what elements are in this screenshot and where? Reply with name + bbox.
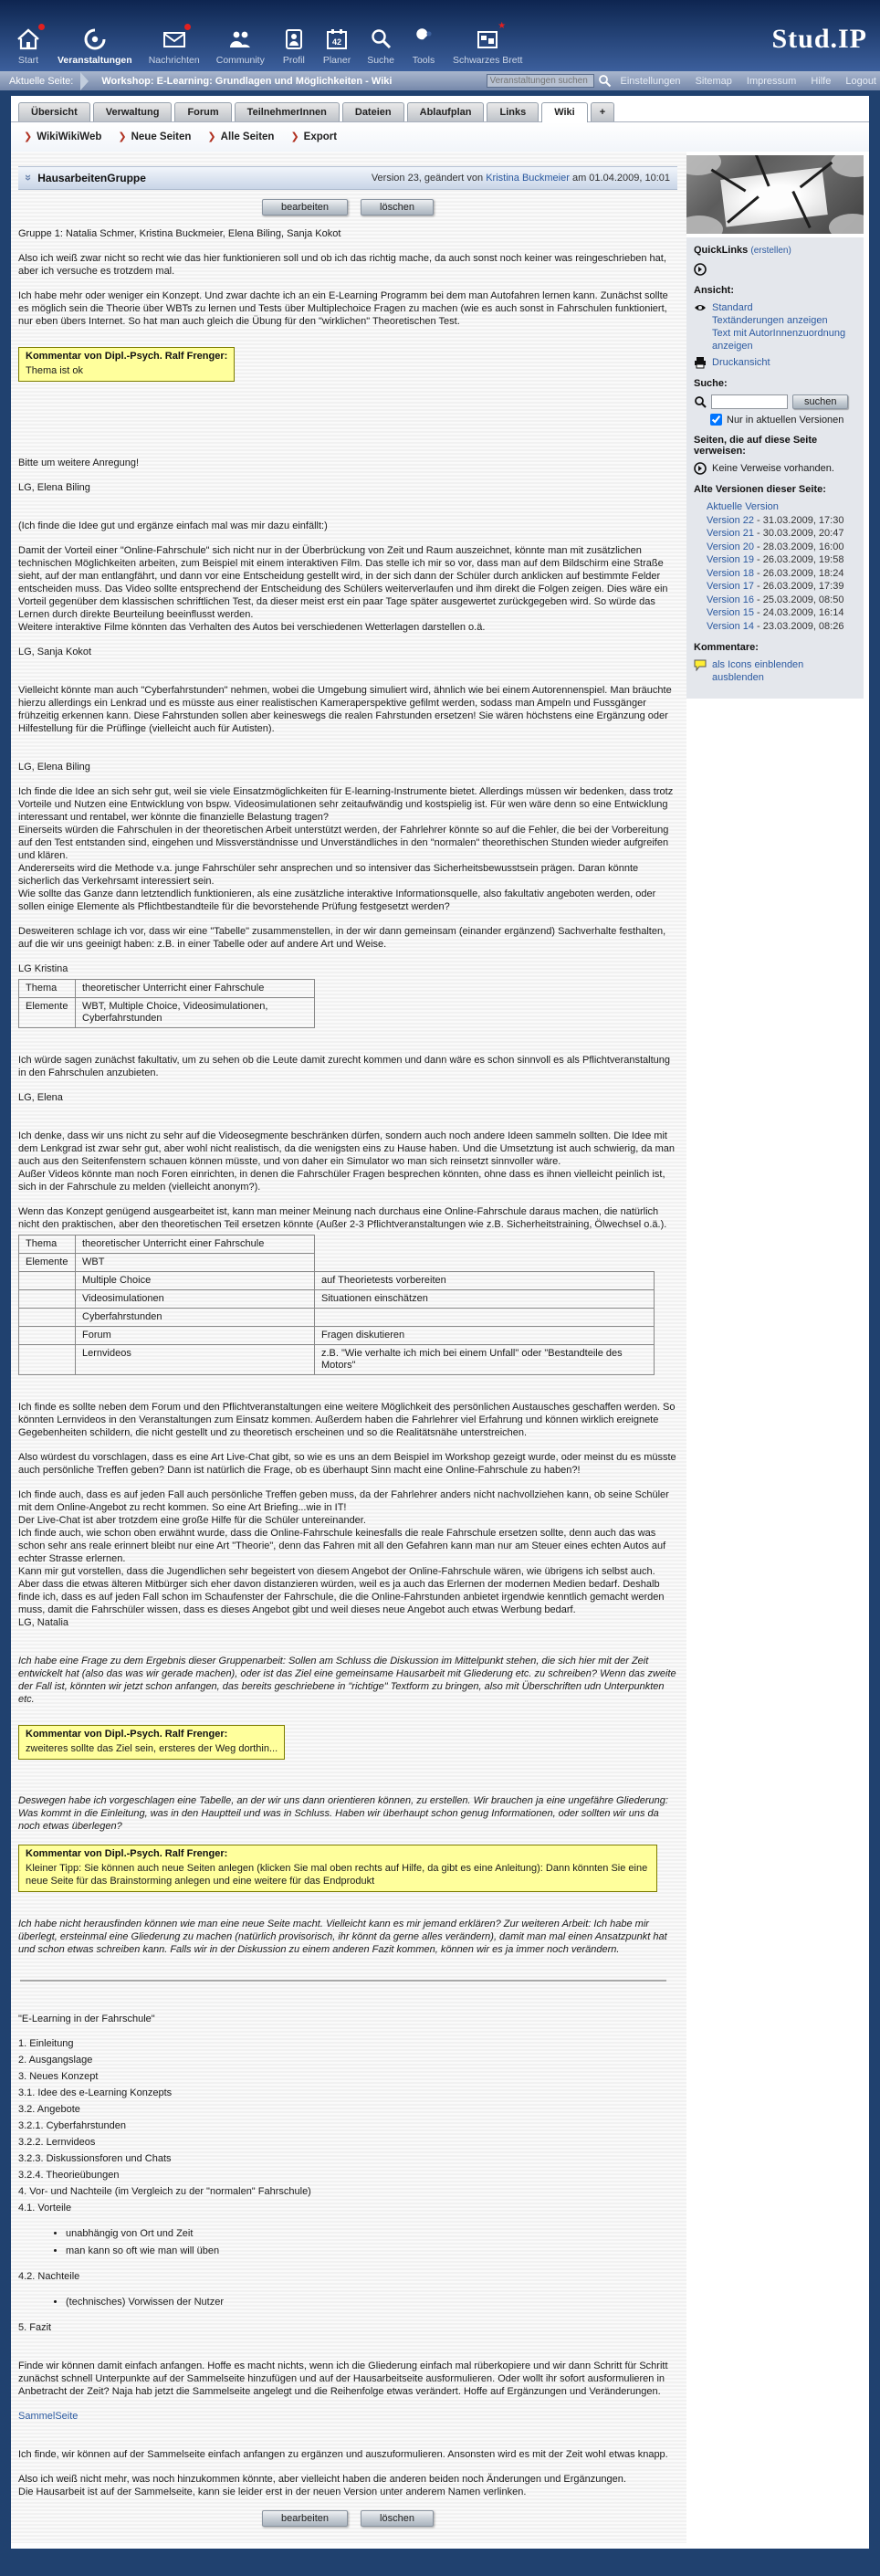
paragraph-italic: Ich habe eine Frage zu dem Ergebnis dieser Gruppenarbeit: Sollen am Schluss die Diskussion im Mittelpunkt stehen, die sich hier mit der Zeit entwickelt hat (also das was wir gerade machen), oder ist das Ziel eine gemeinsame Hausarbeit mit Gliederung etc. zu schreiben? Wenn das zweite der Fall ist, könnten wir jetzt schon anfangen, das bereits geschriebene in "richtige" Textform zu bringen, also mit Überschriften udn Unterpunkten etc.	[18, 1656, 676, 1705]
paragraph-quote-title: "E-Learning in der Fahrschule"	[18, 2013, 155, 2024]
view-icon	[694, 301, 707, 314]
nav-label: Planer	[322, 55, 351, 66]
printer-icon	[694, 356, 707, 369]
link-hilfe[interactable]: Hilfe	[811, 75, 832, 87]
version-link[interactable]: Aktuelle Version	[707, 501, 779, 512]
edit-button[interactable]: bearbeiten	[262, 2510, 348, 2527]
tab-links[interactable]: Links	[487, 102, 539, 121]
tab-wiki[interactable]: Wiki	[541, 102, 588, 122]
nav-label: Profil	[282, 55, 305, 66]
collapse-chevrons-icon[interactable]: »	[22, 173, 37, 182]
view-changes-link[interactable]: Textänderungen anzeigen	[712, 315, 828, 326]
version-item: Version 17 - 26.03.2009, 17:39	[707, 581, 844, 592]
version-item: Version 16 - 25.03.2009, 08:50	[707, 594, 844, 605]
table-row: Thema theoretischer Unterricht einer Fahrschule	[19, 1235, 655, 1254]
footer-bar	[0, 2549, 880, 2576]
breadcrumb-wikiwikiweb[interactable]: ❯ WikiWikiWeb	[24, 131, 102, 142]
wiki-search-button[interactable]: suchen	[792, 394, 848, 409]
tab-teilnehmerinnen[interactable]: TeilnehmerInnen	[235, 102, 340, 121]
nav-item-suche[interactable]	[361, 25, 401, 68]
link-impressum[interactable]: Impressum	[746, 75, 797, 87]
calendar-icon	[324, 26, 350, 52]
version-item	[707, 500, 856, 514]
notification-dot	[184, 24, 191, 30]
version-item: Version 22 - 31.03.2009, 17:30	[707, 514, 844, 526]
outline-list: 1. Einleitung 2. Ausgangslage 3. Neues Konzept 3.1. Idee des e-Learning Konzepts 3.2. Angebote 3.2.1. Cyberfahrstunden 3.2.2. Lernvideos 3.2.3. Diskussionsforen und Chats 3.2.4. Theorieübungen 4. Vor- und Nachteile (im Vergleich zu der "normalen" Fahrschule) 4.1. Vorteile	[18, 2038, 311, 2213]
content-panel	[11, 96, 869, 2549]
paragraph: 4.2. Nachteile	[18, 2271, 80, 2282]
comments-hide-link[interactable]: ausblenden	[712, 672, 764, 683]
paragraph: Also ich weiß zwar nicht so recht wie das hier funktionieren soll und ob ich das richtig mache, da auch sonst noch keiner was reingeschrieben hat, aber ich versuche es trotzdem mal.	[18, 253, 666, 277]
comment-body: zweiteres sollte das Ziel sein, ersteres der Weg dorthin...	[26, 1743, 278, 1754]
version-info: Version 23, geändert von Kristina Buckmeier am 01.04.2009, 10:01	[371, 173, 670, 184]
signature: LG, Elena Biling	[18, 482, 90, 493]
group-writing-photo	[686, 155, 864, 234]
link-sitemap[interactable]: Sitemap	[695, 75, 732, 87]
chevron-icon: ❯	[118, 131, 127, 142]
goto-icon	[694, 462, 707, 475]
quicklinks-heading: QuickLinks (erstellen)	[694, 245, 791, 256]
edit-button[interactable]: bearbeiten	[262, 199, 348, 216]
table-row: Videosimulationen Situationen einschätzen	[19, 1290, 655, 1309]
divider	[20, 1980, 666, 1982]
courses-icon	[82, 26, 108, 52]
tools-icon	[411, 26, 436, 52]
paragraph-multiline: Ich finde die Idee an sich sehr gut, weil sie viele Einsatzmöglichkeiten für E-learning-Instrumente bietet. Allerdings müssen wir bedenken, dass trotz Vorteile und Nutzen eine Entwicklung von bspw. Videosimulationen sehr zeitaufwändig und kostspielig ist. Für wen wäre denn so eine Entwicklung interessant und rentabel, wer könnte die finanzielle Belastung tragen? Einerseits würden die Fahrschulen in der theoretischen Arbeit unterstützt werden, der Fahrlehrer könnte so auf die Fehler, die bei der Vorbereitung auf den Test entstanden sind, eingehen und Missverständnisse und Unverständliches in den "normalen" theorethischen Stunden wieder aufgreifen und klären. Andererseits wird die Methode v.a. junge Fahrschüler sehr ansprechen und so intensiver das Sicherheitsbewusstsein prägen. Daran könnte sicherlich das Verkehrsamt interessiert sein. Wie sollte das Ganze dann letztendlich funktionieren, als eine zusätzliche interaktive Informationsquelle, also fakultativ angeboten werden, oder sollen einige Elemente als Pflichtbestandteile für die bevorstehende Prüfung festgesetzt werden?	[18, 786, 674, 912]
version-item: Version 19 - 26.03.2009, 19:58	[707, 554, 844, 565]
nav-item-start[interactable]	[9, 25, 47, 68]
paragraph-multiline: Also ich weiß nicht mehr, was noch hinzukommen könnte, aber vielleicht haben die anderen beiden noch Änderungen und Ergänzungen. Die Hausarbeit ist auf der Sammelseite, kann sie leider erst in der neuen Version unter anderem Namen verlinken.	[18, 2474, 626, 2497]
version-link[interactable]: Version 18	[707, 567, 754, 579]
comment-box	[18, 347, 235, 382]
top-action-buttons	[18, 199, 677, 216]
nav-item-veranstaltungen[interactable]	[51, 25, 139, 68]
version-item: Version 20 - 28.03.2009, 16:00	[707, 541, 844, 552]
author-link[interactable]: Kristina Buckmeier	[486, 173, 570, 184]
home-icon	[16, 26, 41, 52]
paragraph-multiline: Ich finde auch, dass es auf jeden Fall auch persönliche Treffen geben muss, da der Fahrlehrer anders nicht nachvollziehen kann, ob seine Schüler mit dem Online-Angebot zu recht kommen. So eine Art Briefing...wie in IT! Der Live-Chat ist aber trotzdem eine große Hilfe für die Schüler untereinander. Ich finde auch, wie schon oben erwähnt wurde, dass die Online-Fahrschule keinesfalls die reale Fahrschule ersetzen sollte, denn auch das was schon sehr ans reale erinnert bleibt nur eine Art "Theorie", denn das Fahren mit all den Gefahren kann man nur am Steuer eines echten Autos auf echter Strasse erlernen. Kann mir gut vorstellen, dass die Jugendlichen sehr begeistert von diesem Angebot der Online-Fahrschule wären, wie übrigens ich selbst auch. Aber dass die etwas älteren Mitbürger sich eher davon distanzieren würden, weil es ja auch das Erlernen der modernen Medien bedarf. Deshalb finde ich, dass es auf jeden Fall schon im Schaufenster der Fahrschule, die die Online-Fahrstunden anbietet irgendwie kenntlich gemacht werden muss, damit die Fahrschüler wissen, dass es dieses Angebot gibt und weil dieses neue Angebot auch etwas Werbung bedarf. LG, Natalia	[18, 1489, 669, 1628]
vorteile-bullets: • unabhängig von Ort und Zeit • man kann so oft wie man will üben	[66, 2227, 677, 2257]
nav-label: Start	[17, 55, 39, 66]
chevron-icon: ❯	[207, 131, 216, 142]
paragraph-multiline: Damit der Vorteil einer "Online-Fahrschule" sich nicht nur in der Überbrückung von Zeit und Raum auszeichnet, könnte man mit zusätzlichen technischen Möglichkeiten arbeiten, zum Beispiel mit einem interaktiven Film. Das stelle ich mir so vor, dass man auf dem Bildschirm eine Straße sieht, auf der man entlangfährt, und dann vor eine Entscheidung gestellt wird, in der sich dann der Schüler durch anklicken auf bestimmte Felder entscheiden muss. Das Video sollte entsprechend der Entscheidung des Schülers weiterverlaufen und ihm direkt die Folgen zeigen. Dies wäre ein Vorteil gegenüber dem klassischen schriftlichen Test, da dieser meist erst ein paar Tage später ausgewertet zurückgegeben wird. So würde das Lernen durch direkte Beurteilung beeinflusst werden. Weitere interaktive Filme könnten das Verhalten des Autos bei verschiedenen Wetterlagen darstellen o.ä.	[18, 545, 668, 633]
breadcrumb-export[interactable]: ❯ Export	[290, 131, 338, 142]
version-link[interactable]: Version 21	[707, 528, 754, 539]
table-row: Forum Fragen diskutieren	[19, 1327, 655, 1345]
tab-uebersicht[interactable]: Übersicht	[18, 102, 90, 121]
chevron-icon: ❯	[24, 131, 33, 142]
paragraph: Also würdest du vorschlagen, dass es eine Art Live-Chat gibt, so wie es uns an dem Beispiel im Workshop gezeigt wurde, oder meinst du es müsste auch persönliche Treffen geben? Dann ist natürlich die Frage, ob es überhaupt Sinn macht eine Online-Fahrschule zu haben?!	[18, 1452, 676, 1476]
quicklinks-create-link[interactable]: (erstellen)	[750, 246, 791, 256]
community-icon	[227, 26, 253, 52]
paragraph-multiline: Ich denke, dass wir uns nicht zu sehr auf die Videosegmente beschränken dürfen, sondern auch noch andere Ideen sammeln sollten. Die Idee mit dem Lenkgrad ist zwar sehr gut, aber wohl nicht realistisch, da die wenigsten eins zu Hause haben. Und die Umsetztung ist auch schwierig, da man auch aus den Seitenfenstern schauen können müsste, und von daher ein Simulator wo man sich reinsetzt sinnvoller wäre. Außer Videos könnte man noch Foren einrichten, in denen die Fahrschüler Fragen besprechen könnten, ohne dass es ihnen vielleicht peinlich ist, sich in der Fahrschule zu melden (vielleicht anonym?).	[18, 1130, 676, 1193]
version-item: Version 18 - 26.03.2009, 18:24	[707, 567, 844, 579]
ansicht-heading: Ansicht:	[694, 285, 734, 296]
version-list	[707, 500, 856, 633]
comments-show-link[interactable]: als Icons einblenden	[712, 659, 804, 670]
version-item: Version 21 - 30.03.2009, 20:47	[707, 528, 844, 539]
tab-ablaufplan[interactable]: Ablaufplan	[407, 102, 485, 121]
signature: LG, Elena Biling	[18, 762, 90, 773]
paragraph: Bitte um weitere Anregung!	[18, 457, 140, 468]
bottom-action-buttons	[18, 2510, 677, 2527]
current-page-title: Workshop: E-Learning: Grundlagen und Möglichkeiten - Wiki	[101, 75, 393, 87]
version-item: Version 15 - 24.03.2009, 16:14	[707, 607, 844, 618]
tab-forum[interactable]: Forum	[174, 102, 231, 121]
nav-item-planer[interactable]	[317, 25, 357, 68]
paragraph: Vielleicht könnte man auch "Cyberfahrstunden" nehmen, wobei die Umgebung simuliert wird, ähnlich wie bei einem Autorennenspiel. Man bräuchte hierzu allerdings ein Lenkrad und es müsste aus einer realistischen Kameraperspektive gefilmt werden, sodass man Ampeln und Fussgänger frühzeitig erkennen kann. Diese Fahrstunden sollen aber keineswegs die realen Fahrstunden ersetzen! Sie wären höchstens eine Ergänzung oder Hilfestellung für die Prüflinge (vielleicht auch für Autisten).	[18, 685, 672, 734]
table-row: Multiple Choice auf Theorietests vorbereiten	[19, 1272, 655, 1290]
topic-table	[18, 979, 315, 1028]
search-icon	[368, 26, 393, 52]
version-item: Version 14 - 23.03.2009, 08:26	[707, 620, 844, 632]
comment-body: Thema ist ok	[26, 365, 83, 376]
signature: LG Kristina	[18, 963, 68, 974]
version-link[interactable]: Version 15	[707, 607, 754, 618]
tab-verwaltung[interactable]: Verwaltung	[93, 102, 173, 121]
comment-header: Kommentar von Dipl.-Psych. Ralf Frenger:	[26, 1848, 228, 1859]
breadcrumb-alle-seiten[interactable]: ❯ Alle Seiten	[207, 131, 275, 142]
goto-icon[interactable]	[694, 263, 707, 276]
comment-header: Kommentar von Dipl.-Psych. Ralf Frenger:	[26, 1729, 228, 1740]
no-references-text: Keine Verweise vorhanden.	[712, 463, 834, 474]
search-icon	[694, 395, 707, 408]
paragraph: Ich finde, wir können auf der Sammelseite einfach anfangen zu ergänzen und auszuformulieren. Ansonsten wird es mit der Zeit wohl etwas knapp.	[18, 2449, 668, 2460]
versions-heading: Alte Versionen dieser Seite:	[694, 484, 826, 495]
notification-star: ★	[498, 21, 507, 31]
delete-button[interactable]: löschen	[361, 199, 434, 216]
profile-icon	[281, 26, 307, 52]
comment-box	[18, 1725, 285, 1760]
nav-label: Nachrichten	[148, 55, 200, 66]
paragraph: Finde wir können damit einfach anfangen. Hoffe es macht nichts, wenn ich die Gliederung einfach mal rüberkopiere und wir dann Schritt für Schritt zunächst schnell Unterpunkte auf der Sammelseite hinzufügen und auf der Hausarbeitseite ausformulieren. Oder wollt ihr sofort ausformulieren in Anbetracht der Zeit? Naja hab jetzt die Sammelseite angelegt und die Reihenfolge etwas verändert. Hoffe auf Ergänzungen und Veränderungen.	[18, 2360, 668, 2397]
studip-logo: Stud.IP	[771, 24, 867, 54]
comment-header: Kommentar von Dipl.-Psych. Ralf Frenger:	[26, 351, 228, 362]
paragraph-group: Gruppe 1: Natalia Schmer, Kristina Buckmeier, Elena Biling, Sanja Kokot	[18, 228, 341, 239]
current-versions-checkbox[interactable]	[710, 414, 722, 426]
search-icon[interactable]	[598, 74, 612, 88]
sammelseite-link[interactable]: SammelSeite	[18, 2411, 79, 2422]
wiki-sidebar	[686, 152, 869, 699]
link-einstellungen[interactable]: Einstellungen	[620, 75, 681, 87]
breadcrumb-neue-seiten[interactable]: ❯ Neue Seiten	[118, 131, 192, 142]
nav-item-community[interactable]	[210, 25, 271, 68]
comment-box	[18, 1845, 657, 1892]
paragraph: Ich habe mehr oder weniger ein Konzept. Und zwar dachte ich an ein E-Learning Programm bei dem man Autofahren lernen kann. Zunächst sollte es möglich sein die Theorie über WBTs zu lernen und Tests über Multiplechoice Fragen zu machen (wie es auch sonst in Fahrschulen funktioniert, nur eben übers Internet. So hat man auch gleich die Übung für den "wirklichen" Theoretischen Test.	[18, 290, 668, 327]
nav-label: Schwarzes Brett	[452, 55, 523, 66]
paragraph-italic: Ich habe nicht herausfinden können wie man eine neue Seite macht. Vielleicht kann es mir jemand erklären? Zur weiteren Arbeit: Ich habe mir überlegt, ersteinmal eine Gliederung zu machen (natürlich provisorisch, ihr könnt da gerne alles verändern), damit man mal einen Ansatzpunkt hat und schon etwas schreiben kann. Falls wir in der Diskussion zu einem anderen Fazit kommen, können wir es ja immer noch verändern.	[18, 1919, 667, 1955]
mail-icon	[162, 26, 187, 52]
paragraph: 5. Fazit	[18, 2322, 52, 2333]
paragraph: (Ich finde die Idee gut und ergänze einfach mal was mir dazu einfällt:)	[18, 520, 328, 531]
comment-body: Kleiner Tipp: Sie können auch neue Seiten anlegen (klicken Sie mal oben rechts auf Hilfe, da gibt es eine Anleitung): Dann könnten Sie eine neue Seite für das Brainstorming anlegen und eine weitere für das Endprodukt	[26, 1863, 648, 1887]
header-links	[621, 76, 877, 87]
paragraph: Wenn das Konzept genügend ausgearbeitet ist, kann man meiner Meinung nach durchaus eine Online-Fahrschule daraus machen, die natürlich nicht den praktischen, aber den theoretischen Teil ersetzen könnte (Außer 2-3 Pflichtveranstaltungen wie z.B. Sicherheitstraining, Ölwechsel o.ä.).	[18, 1206, 667, 1230]
table-row: Cyberfahrstunden	[19, 1309, 655, 1327]
version-link[interactable]: Version 14	[707, 620, 754, 632]
link-logout[interactable]: Logout	[845, 75, 876, 87]
nav-label: Community	[215, 55, 265, 66]
version-link[interactable]: Version 19	[707, 554, 754, 565]
svg-text:42: 42	[332, 37, 342, 47]
version-link[interactable]: Version 16	[707, 594, 754, 605]
nav-label: Suche	[367, 55, 394, 66]
elements-table	[18, 1235, 655, 1375]
nav-item-profil[interactable]	[275, 25, 313, 68]
course-tabs	[11, 96, 869, 122]
chevron-icon: ❯	[290, 131, 299, 142]
table-row: Lernvideos z.B. "Wie verhalte ich mich bei einem Unfall" oder "Bestandteile des Motors"	[19, 1345, 655, 1375]
top-header	[0, 0, 880, 71]
wiki-search-input[interactable]	[711, 394, 788, 409]
wiki-breadcrumb	[11, 122, 869, 152]
current-page-label: Aktuelle Seite:	[9, 75, 74, 87]
tab-add[interactable]: +	[591, 102, 614, 121]
main-navigation	[9, 21, 529, 68]
chevron-separator-icon	[80, 72, 89, 90]
sidebar-panel	[686, 237, 864, 699]
nachteile-bullets: • (technisches) Vorwissen der Nutzer	[66, 2296, 677, 2308]
board-icon	[475, 21, 507, 52]
paragraph: Desweiteren schlage ich vor, dass wir eine "Tabelle" zusammenstellen, in der wir dann gemeinsam (einander ergänzend) Sachverhalte festhalten, auf die wir uns geeinigt haben: z.B. in einer Tabelle oder auf andere Art und Weise.	[18, 926, 666, 950]
course-search-input[interactable]	[487, 74, 594, 88]
content-wrap	[11, 152, 869, 2543]
paragraph: Ich finde es sollte neben dem Forum und den Pflichtveranstaltungen eine weitere Möglichkeit des persönlichen Austausches geschaffen werden. So könnten Lernvideos in den Veranstaltungen zum Einsatz kommen. Außerdem haben die Fahrlehrer viel Erfahrung und können wirklich ereignete Gegebenheiten schildern, die nicht gestellt und zu theoretisch erscheinen und so die Realitätsnähe unterstreichen.	[18, 1402, 676, 1438]
checkbox-label: Nur in aktuellen Versionen	[727, 414, 844, 426]
paragraph	[18, 2410, 677, 2423]
paragraph-italic: Deswegen habe ich vorgeschlagen eine Tabelle, an der wir uns dann orientieren können, zu erstellen. Wir brauchen ja eine ungefähre Gliederung: Was kommt in die Einleitung, was in den Hauptteil und was in Schluss. Haben wir überhaupt schon genug Informationen, oder sollten wir uns da noch etwas überlegen?	[18, 1795, 668, 1832]
table-row: Elemente WBT	[19, 1254, 655, 1272]
nav-label: Veranstaltungen	[58, 55, 132, 66]
suche-heading: Suche:	[694, 378, 728, 389]
notification-dot	[38, 24, 45, 30]
view-standard-link[interactable]: Standard	[712, 302, 753, 313]
version-link[interactable]: Version 20	[707, 541, 754, 552]
nav-item-tools[interactable]	[404, 25, 443, 68]
nav-label: Tools	[412, 55, 435, 66]
nav-item-schwarzes-brett[interactable]	[446, 21, 529, 68]
wiki-main-column	[11, 152, 686, 2543]
tab-dateien[interactable]: Dateien	[342, 102, 404, 121]
location-bar	[0, 71, 880, 90]
table-row: Thema theoretischer Unterricht einer Fahrschule	[19, 980, 315, 998]
delete-button[interactable]: löschen	[361, 2510, 434, 2527]
print-view-link[interactable]: Druckansicht	[712, 357, 770, 368]
page-title: HausarbeitenGruppe	[37, 172, 146, 184]
nav-item-nachrichten[interactable]	[142, 25, 206, 68]
referring-heading: Seiten, die auf diese Seite verweisen:	[694, 435, 818, 457]
comments-heading: Kommentare:	[694, 642, 759, 653]
paragraph: Ich würde sagen zunächst fakultativ, um zu sehen ob die Leute damit zurecht kommen und dann wäre es schon sinnvoll es als Pflichtveranstaltung in den Fahrschulen anzubieten.	[18, 1055, 670, 1078]
signature: LG, Elena	[18, 1092, 63, 1103]
table-row: Elemente WBT, Multiple Choice, Videosimulationen, Cyberfahrstunden	[19, 998, 315, 1028]
signature: LG, Sanja Kokot	[18, 647, 92, 657]
view-authors-link[interactable]: Text mit AutorInnenzuordnung anzeigen	[712, 328, 846, 352]
speech-bubble-icon	[694, 658, 707, 671]
version-link[interactable]: Version 17	[707, 581, 754, 592]
wiki-titlebar	[18, 166, 677, 190]
version-link[interactable]: Version 22	[707, 514, 754, 526]
